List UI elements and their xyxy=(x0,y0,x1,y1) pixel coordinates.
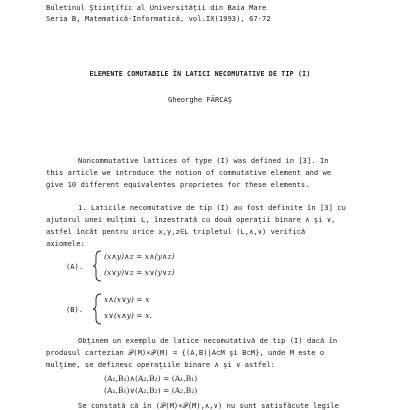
article-title: ELEMENTE COMUTABILE ÎN LATICI NECOMUTATIVE DE TIP (I) xyxy=(89,70,311,78)
abstract-line-2: this article we introduce the notion of commutative element and we xyxy=(46,168,332,177)
last-line: Se constată că în (𝒫(M)×𝒫(M),∧,∨) nu sunt satisfăcute legile xyxy=(78,401,339,410)
section-1-line-1: 1. Laticile necomutative de tip (I) au fost definite în [3] cu xyxy=(78,203,346,212)
axiom-b-brace xyxy=(93,293,103,325)
operation-meet: (A₁,B₁)∧(A₂,B₂) = (A₁,B₁) xyxy=(104,374,198,383)
axiom-a-label: (A). xyxy=(66,262,84,271)
axiom-b-equation-1: x∧(x∨y) = x xyxy=(104,295,150,304)
journal-header-line-2: Seria B, Matematică-Informatică, vol.IX(1993), 67-72 xyxy=(46,14,271,23)
axiom-b-equation-2: x∨(x∧y) = x. xyxy=(104,311,152,320)
journal-header-line-1: Buletinul Ştiinţific al Universităţii din Baia Mare xyxy=(46,3,267,12)
operation-join: (A₁,B₁)∨(A₂,B₂) = (A₂,B₂) xyxy=(104,386,198,395)
example-line-3: mulţime, se definesc operaţiile binare ∧ şi ∨ astfel: xyxy=(46,360,276,369)
axiom-a-equation-2: (x∨y)∨z = x∨(y∨z) xyxy=(104,268,175,277)
axiom-b-label: (B). xyxy=(66,305,84,314)
example-line-2: produsul cartezian 𝒫(M)×𝒫(M) = {(A,B)|A⊂M şi B⊂M}, unde M este o xyxy=(46,348,325,357)
axiom-a-brace xyxy=(93,250,103,282)
axiom-a-equation-1: (x∧y)∧z = x∧(y∧z) xyxy=(104,252,175,261)
article-author: Gheorghe FĂRCAŞ xyxy=(167,95,233,104)
section-1-line-3: astfel încât pentru orice x,y,z∈L tripletul (L,∧,∨) verifică xyxy=(46,227,306,236)
section-1-line-2: ajutorul unei mulţimi L, înzestrată cu două operaţii binare ∧ şi ∨, xyxy=(46,215,336,224)
example-line-1: Obţinem un exemplu de latice necomutativă de tip (I) dacă în xyxy=(78,336,338,345)
abstract-line-3: give 10 different equivalentes proprietes for these elements. xyxy=(46,180,310,189)
abstract-line-1: Noncommutative lattices of type (I) was defined in [3]. In xyxy=(78,156,329,165)
section-1-line-4: axiomele: xyxy=(46,239,85,248)
